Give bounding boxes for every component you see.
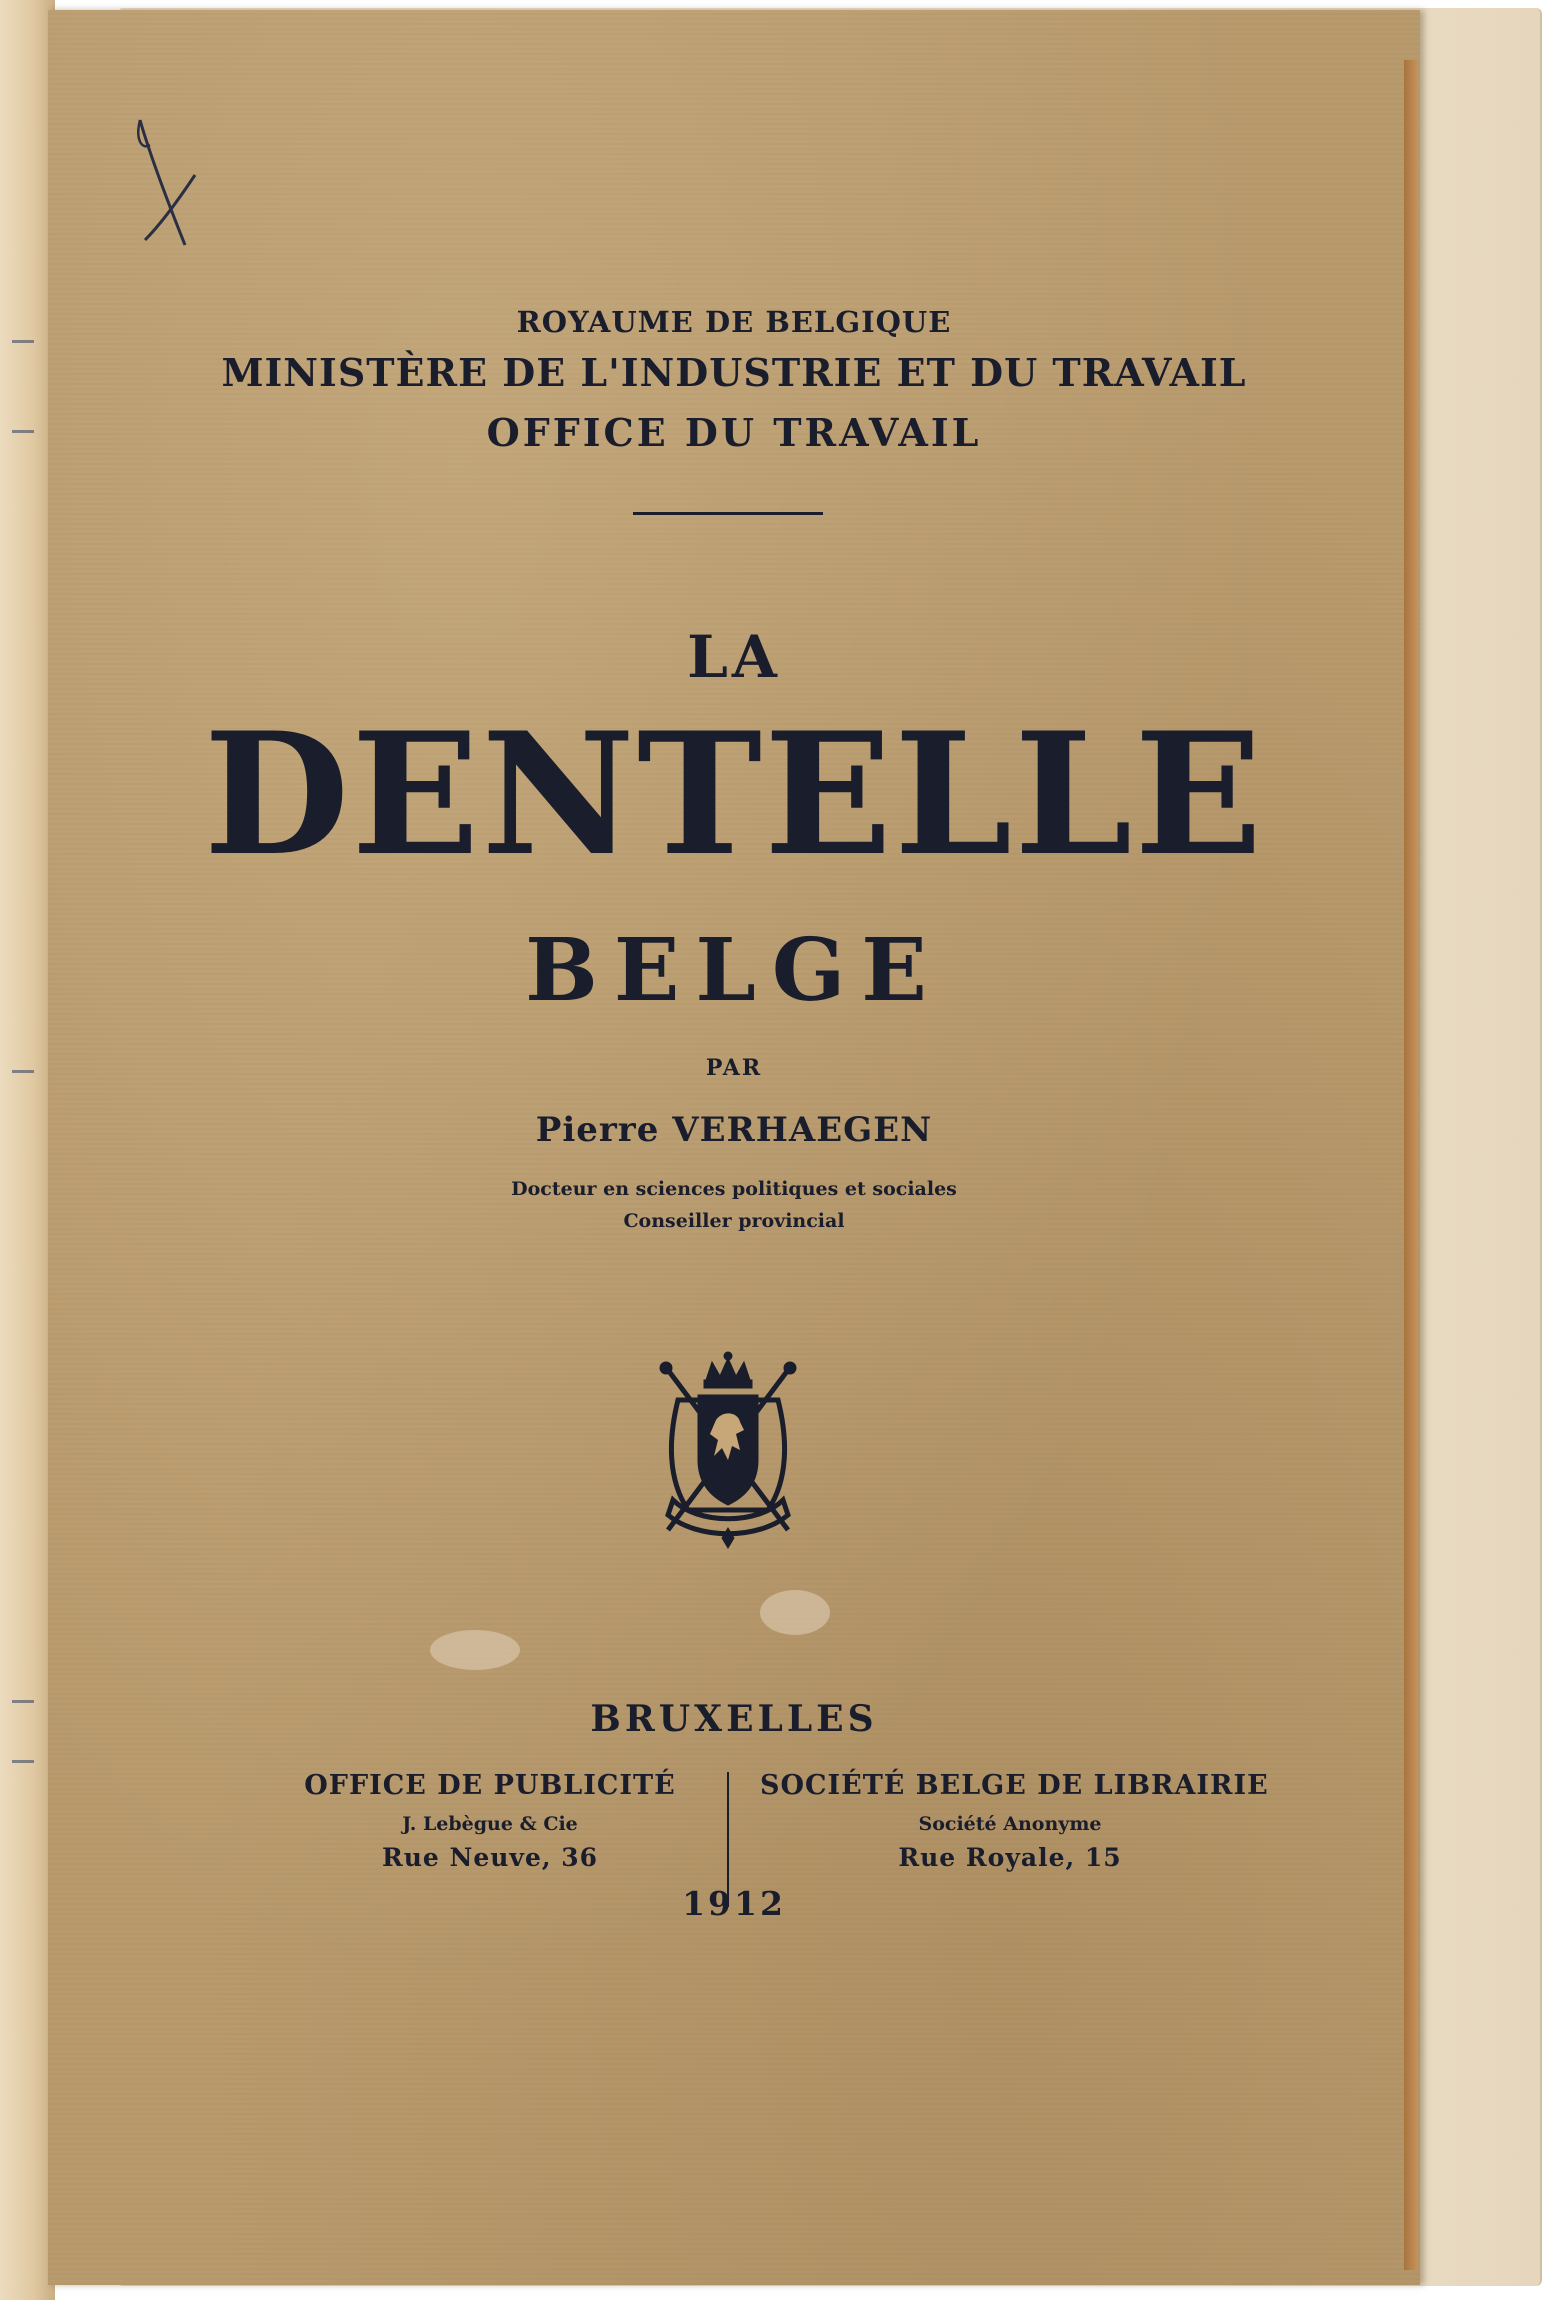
book-subtitle: BELGE — [525, 920, 943, 1021]
publisher-right-address: Rue Royale, 15 — [898, 1843, 1122, 1872]
kingdom-line: ROYAUME DE BELGIQUE — [516, 305, 952, 339]
handwritten-mark-icon — [130, 115, 210, 255]
author-credential: Docteur en sciences politiques et sociales — [511, 1178, 957, 1200]
publisher-left-sub: J. Lebègue & Cie — [402, 1813, 578, 1835]
publisher-left-name: OFFICE DE PUBLICITÉ — [304, 1770, 676, 1801]
ministry-line: MINISTÈRE DE L'INDUSTRIE ET DU TRAVAIL — [221, 350, 1247, 395]
title-rule — [633, 512, 823, 515]
publisher-left-address: Rue Neuve, 36 — [381, 1843, 599, 1872]
publisher-right-name: SOCIÉTÉ BELGE DE LIBRAIRIE — [760, 1770, 1269, 1801]
author-name: Pierre VERHAEGEN — [535, 1110, 933, 1150]
office-line: OFFICE DU TRAVAIL — [486, 410, 982, 455]
spine-mark — [12, 430, 34, 433]
book-spine — [0, 0, 55, 2300]
publisher-right-sub: Société Anonyme — [918, 1813, 1102, 1835]
paper-stain — [430, 1630, 520, 1670]
spine-mark — [12, 340, 34, 343]
spine-mark — [12, 1700, 34, 1703]
by-label: PAR — [705, 1055, 763, 1081]
imprint-city: BRUXELLES — [590, 1698, 878, 1740]
belgian-coat-of-arms-icon — [648, 1350, 808, 1550]
spine-mark — [12, 1760, 34, 1763]
book-title: DENTELLE — [203, 695, 1265, 893]
publication-year: 1912 — [682, 1884, 786, 1923]
spine-mark — [12, 1070, 34, 1073]
title-article: LA — [687, 623, 781, 691]
author-credential: Conseiller provincial — [623, 1210, 845, 1232]
paper-stain — [760, 1590, 830, 1635]
